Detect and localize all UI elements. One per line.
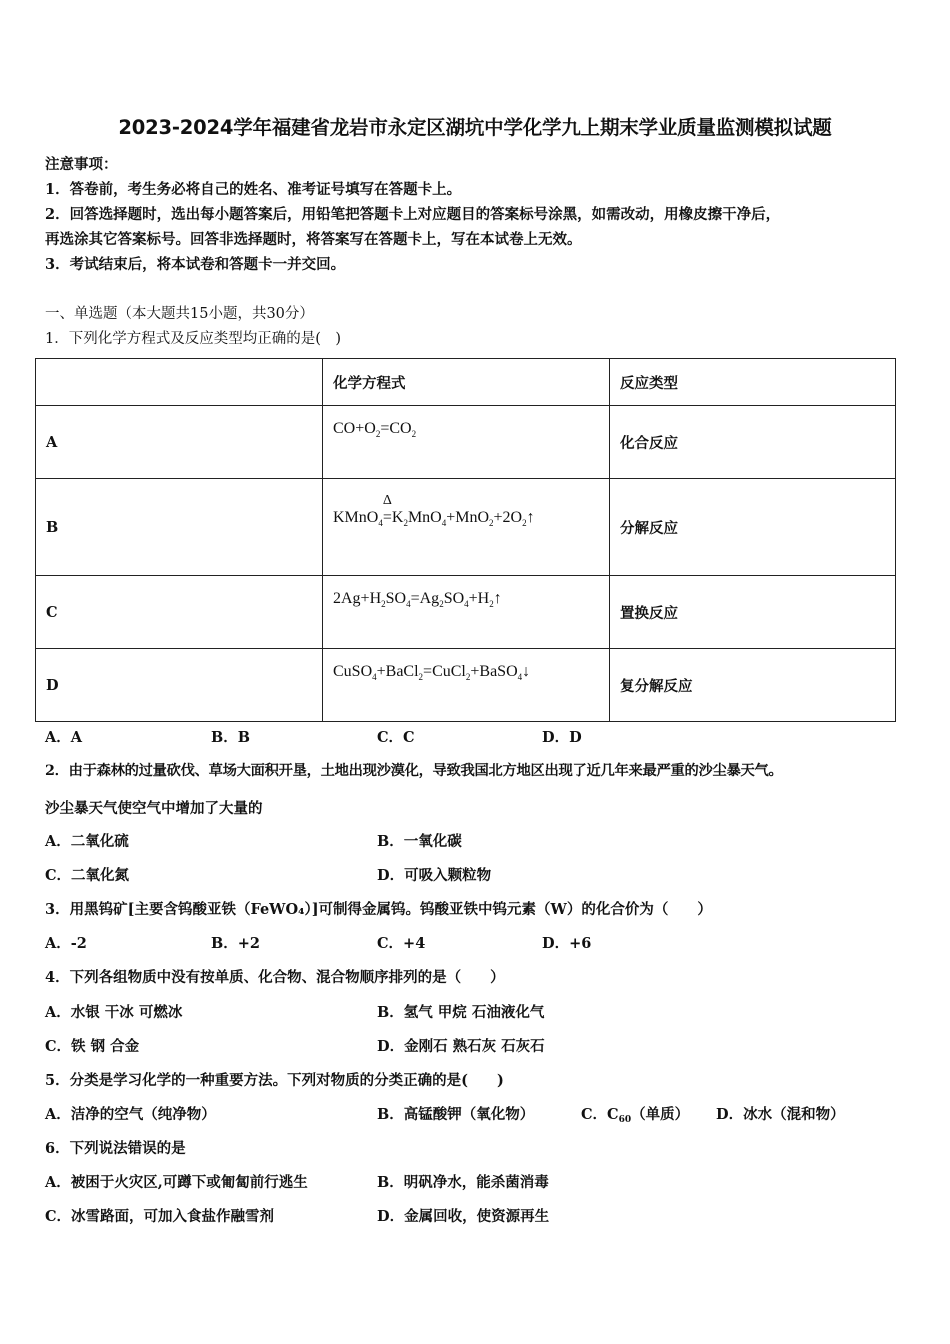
- q3-stem: 3．用黑钨矿[主要含钨酸亚铁（FeWO₄）]可制得金属钨。钨酸亚铁中钨元素（W）的化合价为（ ）: [45, 901, 712, 918]
- row-label-d: D: [36, 649, 323, 722]
- q3-option-a[interactable]: A．-2: [45, 935, 87, 952]
- q1-option-a[interactable]: A．A: [45, 729, 83, 746]
- table-header-row: [36, 359, 896, 406]
- type-b: 分解反应: [610, 479, 896, 576]
- q1-option-b[interactable]: B．B: [211, 729, 251, 746]
- q6-stem: 6．下列说法错误的是: [45, 1140, 186, 1157]
- q4-option-b[interactable]: B．氢气 甲烷 石油液化气: [377, 1004, 545, 1021]
- q3-option-b[interactable]: B．+2: [211, 935, 260, 952]
- equation-c: $2Ag+H_2SO_4=Ag_2SO_4+H_2↑$: [323, 576, 610, 649]
- q6-option-c[interactable]: C．冰雪路面，可加入食盐作融雪剂: [45, 1208, 275, 1225]
- exam-title: 2023-2024学年福建省龙岩市永定区湖坑中学化学九上期末学业质量监测模拟试题: [118, 116, 832, 139]
- q1-option-d[interactable]: D．D: [542, 729, 582, 746]
- q1-stem: 1．下列化学方程式及反应类型均正确的是( ): [45, 331, 342, 347]
- q4-option-c[interactable]: C．铁 钢 合金: [45, 1038, 140, 1055]
- equation-b: KMnO$_4$ Δ $=K_2MnO_4+MnO_2+2O_2↑$: [323, 479, 610, 576]
- table-row: [36, 406, 896, 479]
- q2-stem-line1: 2．由于森林的过量砍伐、草场大面积开垦，土地出现沙漠化，导致我国北方地区出现了近几年来最严重的沙尘暴天气。: [45, 763, 783, 779]
- row-label-a: A: [36, 406, 323, 479]
- header-type: 反应类型: [610, 359, 896, 406]
- header-equation: 化学方程式: [323, 359, 610, 406]
- q4-option-a[interactable]: A．水银 干冰 可燃冰: [45, 1004, 183, 1021]
- type-a: 化合反应: [610, 406, 896, 479]
- table-row: [36, 649, 896, 722]
- q4-option-d[interactable]: D．金刚石 熟石灰 石灰石: [377, 1038, 545, 1055]
- notice-item-2-cont: 再选涂其它答案标号。回答非选择题时，将答案写在答题卡上，写在本试卷上无效。: [45, 231, 582, 248]
- table-row: [36, 576, 896, 649]
- notice-heading: 注意事项：: [45, 156, 118, 173]
- q3-option-d[interactable]: D．+6: [542, 935, 592, 952]
- q1-option-c[interactable]: C．C: [377, 729, 415, 746]
- equation-d: CuSO$_4$+BaCl$_2$=CuCl$_2$+BaSO$_4$↓: [323, 649, 610, 722]
- q5-option-d[interactable]: D．冰水（混和物）: [716, 1106, 845, 1123]
- q1-equation-table: [35, 358, 896, 722]
- type-c: 置换反应: [610, 576, 896, 649]
- row-label-c: C: [36, 576, 323, 649]
- q5-option-b[interactable]: B．高锰酸钾（氧化物）: [377, 1106, 535, 1123]
- table-row: [36, 479, 896, 576]
- q2-stem-line2: 沙尘暴天气使空气中增加了大量的: [45, 800, 263, 817]
- type-d: 复分解反应: [610, 649, 896, 722]
- q3-option-c[interactable]: C．+4: [377, 935, 426, 952]
- notice-item-3: 3．考试结束后，将本试卷和答题卡一并交回。: [45, 256, 346, 273]
- q4-stem: 4．下列各组物质中没有按单质、化合物、混合物顺序排列的是（ ）: [45, 969, 505, 986]
- q5-option-a[interactable]: A．洁净的空气（纯净物）: [45, 1106, 216, 1123]
- header-blank: [36, 359, 323, 406]
- q6-option-b[interactable]: B．明矾净水，能杀菌消毒: [377, 1174, 549, 1191]
- q2-option-d[interactable]: D．可吸入颗粒物: [377, 867, 492, 884]
- equation-a: $CO+O_2=CO_2$: [323, 406, 610, 479]
- q5-stem: 5．分类是学习化学的一种重要方法。下列对物质的分类正确的是( ): [45, 1072, 504, 1089]
- q5-option-c[interactable]: C．$C_{60}$（单质）: [581, 1106, 690, 1125]
- section-heading: 一、单选题（本大题共15小题，共30分）: [45, 306, 314, 322]
- notice-item-1: 1．答卷前，考生务必将自己的姓名、准考证号填写在答题卡上。: [45, 181, 462, 198]
- row-label-b: B: [36, 479, 323, 576]
- q2-option-a[interactable]: A．二氧化硫: [45, 833, 129, 850]
- q2-option-b[interactable]: B．一氧化碳: [377, 833, 462, 850]
- notice-item-2: 2．回答选择题时，选出每小题答案后，用铅笔把答题卡上对应题目的答案标号涂黑，如需改动，用橡皮擦干净后，: [45, 206, 781, 223]
- q6-option-a[interactable]: A．被困于火灾区,可蹲下或匍匐前行逃生: [45, 1174, 308, 1191]
- q6-option-d[interactable]: D．金属回收，使资源再生: [377, 1208, 550, 1225]
- q2-option-c[interactable]: C．二氧化氮: [45, 867, 130, 884]
